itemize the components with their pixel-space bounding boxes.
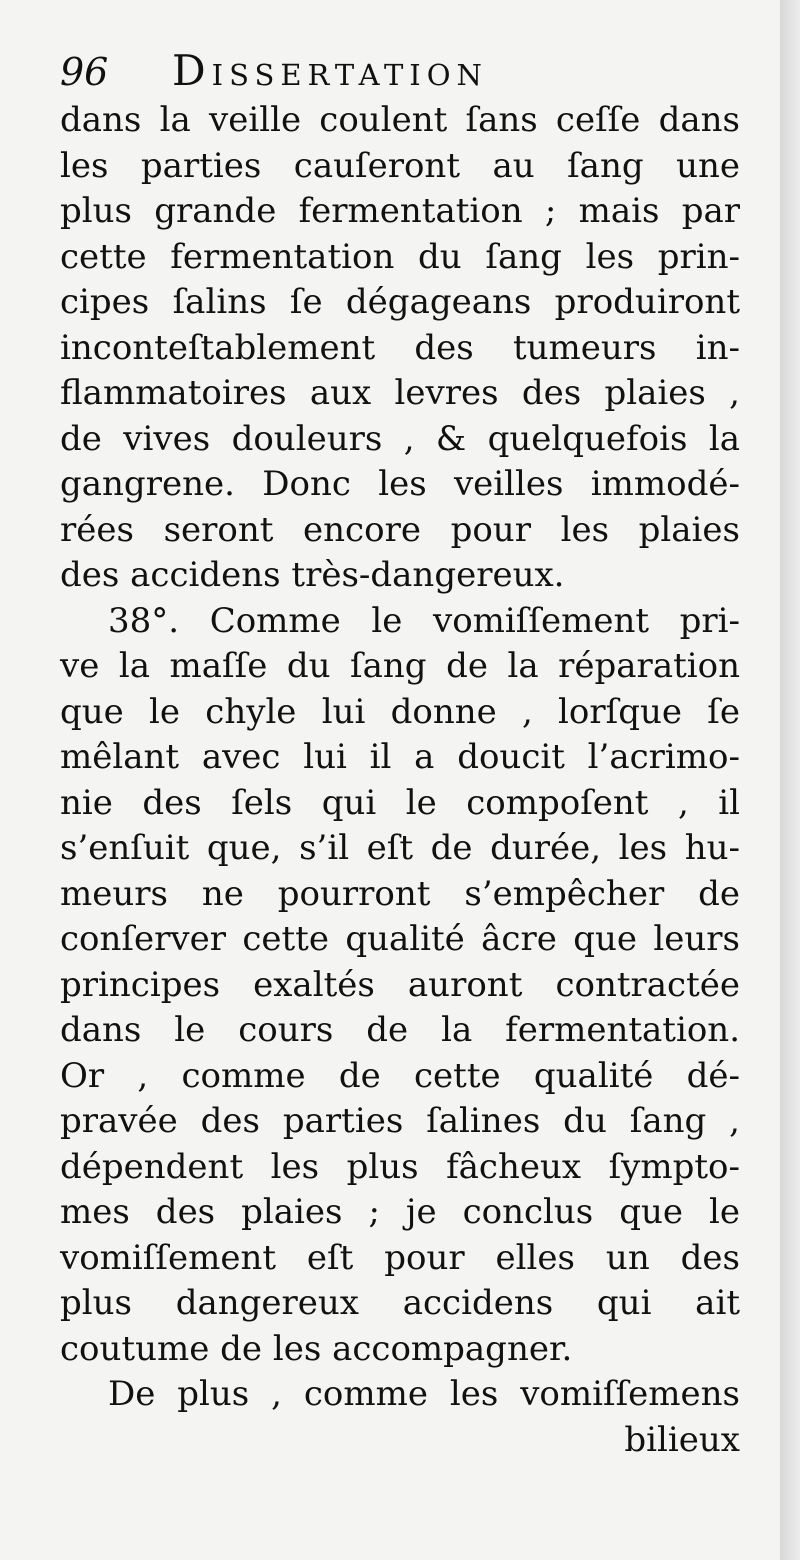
text-line: que le chyle lui donne , lorſque ſe [60, 691, 740, 732]
text-line: dans la veille coulent ſans ceſſe dans [60, 100, 740, 140]
text-line: plus dangereux accidens qui ait [60, 1283, 740, 1323]
text-line: ve la maſſe du ſang de la réparation [60, 646, 740, 686]
paragraph-start-line: 38°. Comme le vomiſſement pri- [108, 600, 740, 641]
text-line: s’enſuit que, s’il eſt de durée, les hu- [60, 828, 740, 868]
text-line: principes exaltés auront contractée [60, 964, 740, 1005]
text-line: cette fermentation du ſang les prin- [60, 236, 740, 277]
text-line: gangrene. Donc les veilles immodé- [60, 464, 740, 504]
text-line: les parties cauſeront au ſang une [60, 145, 740, 186]
text-line: coutume de les accompagner. [60, 1328, 573, 1369]
page-edge-shadow [780, 0, 800, 1560]
text-line: dépendent les plus fâcheux ſympto- [60, 1146, 740, 1187]
catchword: bilieux [624, 1419, 740, 1460]
text-line: meurs ne pourront s’empêcher de [60, 873, 740, 914]
paragraph-start-line: De plus , comme les vomiſſemens [108, 1374, 740, 1414]
text-line: mes des plaies ; je conclus que le [60, 1192, 740, 1232]
text-line: dans le cours de la fermentation. [60, 1010, 740, 1050]
text-line: cipes ſalins ſe dégageans produiront [60, 282, 740, 322]
text-line: mêlant avec lui il a doucit l’acrimo- [60, 737, 740, 777]
text-line: de vives douleurs , & quelquefois la [60, 418, 740, 459]
text-line: plus grande fermentation ; mais par [60, 191, 740, 231]
running-title: Dissertation [172, 46, 488, 95]
text-line: des accidens très-dangereux. [60, 555, 565, 595]
text-line: vomiſſement eſt pour elles un des [60, 1237, 740, 1278]
text-line: conſerver cette qualité âcre que leurs [60, 919, 740, 959]
page-header [60, 40, 720, 106]
text-line: Or , comme de cette qualité dé- [60, 1055, 740, 1096]
text-line: nie des ſels qui le compoſent , il [60, 782, 740, 823]
page-number: 96 [60, 50, 109, 94]
text-line: pravée des parties ſalines du ſang , [60, 1101, 740, 1141]
text-line: rées seront encore pour les plaies [60, 509, 740, 550]
text-line: flammatoires aux levres des plaies , [60, 373, 740, 413]
body-text [60, 98, 740, 1463]
text-line: inconteſtablement des tumeurs in- [60, 327, 740, 368]
